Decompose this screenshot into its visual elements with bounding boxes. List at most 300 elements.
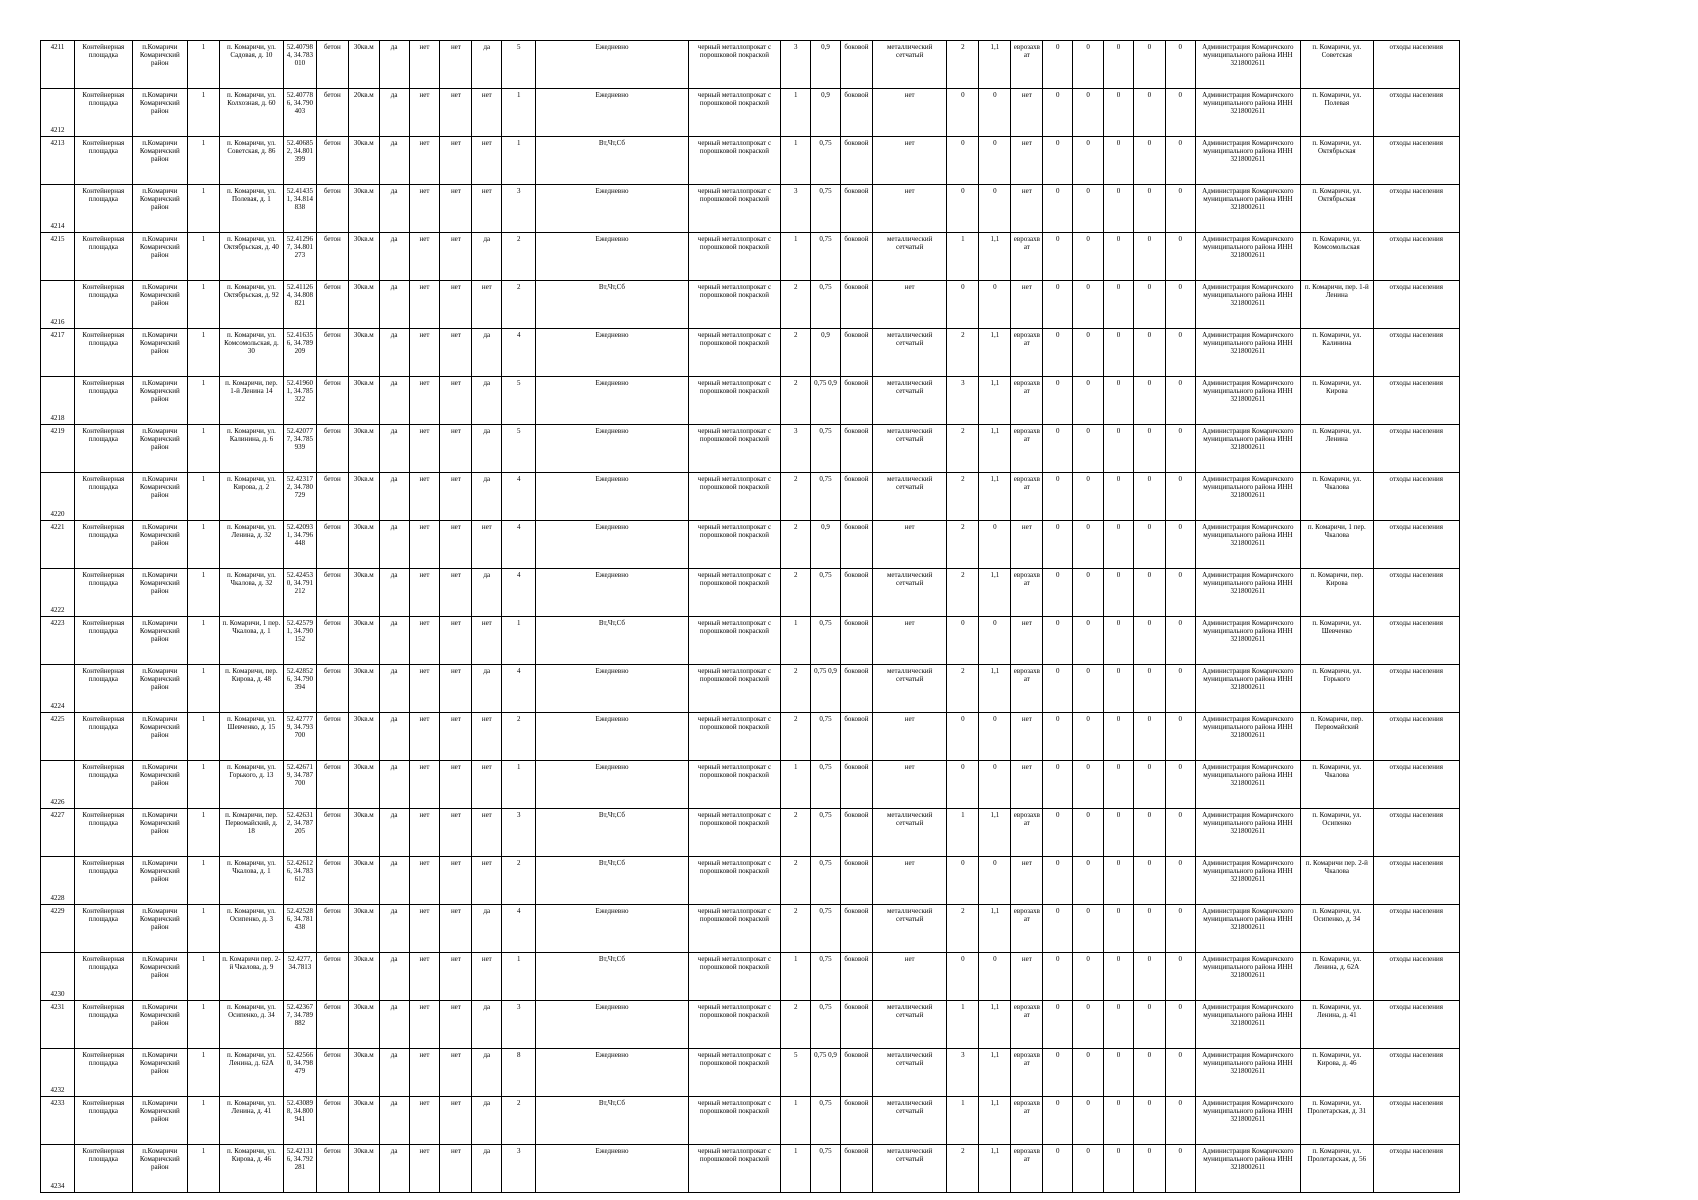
fence-cell: да [379,1145,409,1193]
container-material-cell: черный металлопрокат с порошковой покраской [688,1049,781,1097]
site-id-cell: 4219 [41,425,75,473]
extra-4-cell: 0 [1133,185,1165,233]
extra-3-cell: 0 [1104,1049,1134,1097]
site-id-cell: 4229 [41,905,75,953]
locality-cell: п.Комаричи Комаричский район [132,89,187,137]
waste-type-cell: отходы населения [1373,809,1459,857]
container-total-cell: 2 [502,233,536,281]
loading-type-cell: боковой [840,905,872,953]
table-row [41,1049,1460,1097]
locality-cell: п.Комаричи Комаричский район [132,41,187,89]
surface-cell: бетон [316,1049,348,1097]
extra-5-cell: 0 [1165,1001,1195,1049]
site-id-cell: 4212 [41,89,75,137]
surface-cell: бетон [316,1001,348,1049]
site-count-cell: 1 [187,1097,219,1145]
extra-1-cell: 0 [1043,1001,1073,1049]
container-total-cell: 2 [502,713,536,761]
bunker-count-cell: 2 [947,329,979,377]
fence-flag-cell: нет [472,617,502,665]
extra-1-cell: 0 [1043,809,1073,857]
site-type-cell: Контейнерная площадка [75,41,133,89]
bunker-type-cell: нет [872,281,947,329]
waste-type-cell: отходы населения [1373,1097,1459,1145]
site-type-cell: Контейнерная площадка [75,1001,133,1049]
loading-type-cell: боковой [840,425,872,473]
area-cell: 30кв.м [348,857,379,905]
shed-cell: нет [409,41,440,89]
table-row [41,1097,1460,1145]
bunker-count-cell: 1 [947,1097,979,1145]
schedule-cell: Вт,Чт,Сб [536,617,688,665]
bunker-volume-cell: 1,1 [979,569,1011,617]
container-count-cell: 2 [781,857,811,905]
coordinates-cell: 52.419601, 34.785322 [283,377,316,425]
bunker-count-cell: 0 [947,281,979,329]
extra-4-cell: 0 [1133,1145,1165,1193]
surface-cell: бетон [316,1145,348,1193]
container-total-cell: 1 [502,761,536,809]
site-count-cell: 1 [187,1001,219,1049]
site-count-cell: 1 [187,1145,219,1193]
extra-4-cell: 0 [1133,761,1165,809]
extra-1-cell: 0 [1043,1049,1073,1097]
bunker-volume-cell: 0 [979,857,1011,905]
container-total-cell: 1 [502,89,536,137]
waste-type-cell: отходы населения [1373,473,1459,521]
fence-cell: да [379,857,409,905]
extra-1-cell: 0 [1043,281,1073,329]
bunker-count-cell: 0 [947,761,979,809]
canopy-cell: нет [440,89,472,137]
waste-source-cell: п. Комаричи, пер. 1-й Ленина [1301,281,1373,329]
extra-2-cell: 0 [1073,89,1104,137]
address-cell: п. Комаричи, ул. Колхозная, д. 60 [219,89,283,137]
extra-2-cell: 0 [1073,329,1104,377]
extra-1-cell: 0 [1043,521,1073,569]
schedule-cell: Вт,Чт,Сб [536,1097,688,1145]
site-type-cell: Контейнерная площадка [75,425,133,473]
fence-flag-cell: да [472,1145,502,1193]
site-id-cell: 4218 [41,377,75,425]
container-volume-cell: 0,75 [811,233,841,281]
fence-cell: да [379,809,409,857]
site-type-cell: Контейнерная площадка [75,665,133,713]
locality-cell: п.Комаричи Комаричский район [132,857,187,905]
extra-1-cell: 0 [1043,1097,1073,1145]
loading-type-cell: боковой [840,233,872,281]
container-material-cell: черный металлопрокат с порошковой покраской [688,1145,781,1193]
table-row [41,89,1460,137]
extra-5-cell: 0 [1165,329,1195,377]
extra-2-cell: 0 [1073,761,1104,809]
schedule-cell: Вт,Чт,Сб [536,857,688,905]
grip-type-cell: еврозахват [1011,1097,1043,1145]
fence-flag-cell: да [472,1049,502,1097]
container-total-cell: 3 [502,1001,536,1049]
grip-type-cell: еврозахват [1011,233,1043,281]
extra-1-cell: 0 [1043,569,1073,617]
extra-3-cell: 0 [1104,1001,1134,1049]
container-total-cell: 4 [502,665,536,713]
loading-type-cell: боковой [840,137,872,185]
grip-type-cell: нет [1011,137,1043,185]
org-cell: Администрация Комаричского муниципального района ИНН 3218002611 [1195,41,1300,89]
waste-type-cell: отходы населения [1373,425,1459,473]
loading-type-cell: боковой [840,185,872,233]
shed-cell: нет [409,761,440,809]
grip-type-cell: нет [1011,713,1043,761]
bunker-type-cell: металлический сетчатый [872,233,947,281]
site-id-cell: 4222 [41,569,75,617]
container-count-cell: 2 [781,329,811,377]
extra-5-cell: 0 [1165,1145,1195,1193]
canopy-cell: нет [440,425,472,473]
container-material-cell: черный металлопрокат с порошковой покраской [688,329,781,377]
schedule-cell: Ежедневно [536,425,688,473]
container-total-cell: 8 [502,1049,536,1097]
bunker-type-cell: металлический сетчатый [872,329,947,377]
extra-4-cell: 0 [1133,233,1165,281]
fence-flag-cell: нет [472,521,502,569]
coordinates-cell: 52.414351, 34.814838 [283,185,316,233]
extra-3-cell: 0 [1104,617,1134,665]
bunker-volume-cell: 1,1 [979,905,1011,953]
container-volume-cell: 0,75 [811,281,841,329]
waste-type-cell: отходы населения [1373,233,1459,281]
extra-3-cell: 0 [1104,1145,1134,1193]
locality-cell: п.Комаричи Комаричский район [132,809,187,857]
fence-cell: да [379,281,409,329]
area-cell: 30кв.м [348,329,379,377]
container-volume-cell: 0,75 [811,713,841,761]
bunker-count-cell: 2 [947,521,979,569]
extra-5-cell: 0 [1165,377,1195,425]
fence-flag-cell: да [472,905,502,953]
extra-4-cell: 0 [1133,41,1165,89]
bunker-volume-cell: 1,1 [979,233,1011,281]
extra-1-cell: 0 [1043,137,1073,185]
container-material-cell: черный металлопрокат с порошковой покраской [688,1001,781,1049]
canopy-cell: нет [440,1097,472,1145]
extra-2-cell: 0 [1073,857,1104,905]
waste-type-cell: отходы населения [1373,89,1459,137]
waste-source-cell: п. Комаричи, ул. Кирова [1301,377,1373,425]
loading-type-cell: боковой [840,1145,872,1193]
extra-2-cell: 0 [1073,281,1104,329]
coordinates-cell: 52.421316, 34.792281 [283,1145,316,1193]
container-volume-cell: 0,75 [811,569,841,617]
schedule-cell: Ежедневно [536,905,688,953]
locality-cell: п.Комаричи Комаричский район [132,281,187,329]
canopy-cell: нет [440,137,472,185]
table-row [41,521,1460,569]
waste-type-cell: отходы населения [1373,41,1459,89]
waste-source-cell: п. Комаричи, ул. Горького [1301,665,1373,713]
coordinates-cell: 52.425791, 34.790152 [283,617,316,665]
org-cell: Администрация Комаричского муниципального района ИНН 3218002611 [1195,521,1300,569]
schedule-cell: Вт,Чт,Сб [536,809,688,857]
extra-2-cell: 0 [1073,377,1104,425]
bunker-volume-cell: 0 [979,953,1011,1001]
fence-flag-cell: да [472,473,502,521]
fence-cell: да [379,1049,409,1097]
fence-flag-cell: нет [472,953,502,1001]
canopy-cell: нет [440,1145,472,1193]
bunker-count-cell: 2 [947,905,979,953]
fence-flag-cell: нет [472,137,502,185]
fence-cell: да [379,137,409,185]
org-cell: Администрация Комаричского муниципального района ИНН 3218002611 [1195,713,1300,761]
fence-cell: да [379,41,409,89]
waste-source-cell: п. Комаричи, ул. Шевченко [1301,617,1373,665]
extra-4-cell: 0 [1133,425,1165,473]
schedule-cell: Ежедневно [536,41,688,89]
waste-type-cell: отходы населения [1373,281,1459,329]
extra-1-cell: 0 [1043,665,1073,713]
container-volume-cell: 0,75 [811,1145,841,1193]
fence-flag-cell: нет [472,857,502,905]
site-count-cell: 1 [187,41,219,89]
bunker-count-cell: 2 [947,1145,979,1193]
container-material-cell: черный металлопрокат с порошковой покраской [688,905,781,953]
address-cell: п. Комаричи, ул. Горького, д. 13 [219,761,283,809]
container-total-cell: 4 [502,521,536,569]
site-id-cell: 4227 [41,809,75,857]
extra-5-cell: 0 [1165,857,1195,905]
address-cell: п. Комаричи, ул. Чкалова, д. 1 [219,857,283,905]
table-row [41,713,1460,761]
waste-type-cell: отходы населения [1373,665,1459,713]
shed-cell: нет [409,569,440,617]
container-volume-cell: 0,75 [811,617,841,665]
locality-cell: п.Комаричи Комаричский район [132,761,187,809]
bunker-count-cell: 2 [947,569,979,617]
container-count-cell: 1 [781,953,811,1001]
loading-type-cell: боковой [840,281,872,329]
extra-2-cell: 0 [1073,1145,1104,1193]
extra-5-cell: 0 [1165,89,1195,137]
extra-5-cell: 0 [1165,41,1195,89]
site-type-cell: Контейнерная площадка [75,905,133,953]
waste-type-cell: отходы населения [1373,761,1459,809]
schedule-cell: Ежедневно [536,665,688,713]
area-cell: 30кв.м [348,233,379,281]
waste-source-cell: п. Комаричи, ул. Комсомольская [1301,233,1373,281]
fence-cell: да [379,617,409,665]
extra-3-cell: 0 [1104,329,1134,377]
site-id-cell: 4230 [41,953,75,1001]
site-type-cell: Контейнерная площадка [75,137,133,185]
org-cell: Администрация Комаричского муниципального района ИНН 3218002611 [1195,233,1300,281]
bunker-volume-cell: 0 [979,281,1011,329]
registry-sheet [40,40,1460,1193]
address-cell: п. Комаричи, ул. Чкалова, д. 32 [219,569,283,617]
shed-cell: нет [409,905,440,953]
container-material-cell: черный металлопрокат с порошковой покраской [688,137,781,185]
bunker-volume-cell: 0 [979,617,1011,665]
bunker-count-cell: 0 [947,185,979,233]
shed-cell: нет [409,377,440,425]
coordinates-cell: 52.428526, 34.790394 [283,665,316,713]
bunker-volume-cell: 1,1 [979,41,1011,89]
extra-2-cell: 0 [1073,473,1104,521]
site-type-cell: Контейнерная площадка [75,569,133,617]
waste-source-cell: п. Комаричи, ул. Ленина [1301,425,1373,473]
container-volume-cell: 0,9 [811,521,841,569]
extra-1-cell: 0 [1043,905,1073,953]
bunker-count-cell: 3 [947,1049,979,1097]
table-row [41,233,1460,281]
bunker-type-cell: нет [872,137,947,185]
waste-type-cell: отходы населения [1373,521,1459,569]
extra-5-cell: 0 [1165,233,1195,281]
extra-1-cell: 0 [1043,41,1073,89]
container-count-cell: 2 [781,905,811,953]
extra-3-cell: 0 [1104,953,1134,1001]
fence-flag-cell: нет [472,809,502,857]
site-count-cell: 1 [187,281,219,329]
container-material-cell: черный металлопрокат с порошковой покраской [688,473,781,521]
container-count-cell: 3 [781,185,811,233]
grip-type-cell: нет [1011,953,1043,1001]
extra-5-cell: 0 [1165,761,1195,809]
extra-2-cell: 0 [1073,425,1104,473]
shed-cell: нет [409,809,440,857]
area-cell: 30кв.м [348,137,379,185]
area-cell: 30кв.м [348,41,379,89]
extra-2-cell: 0 [1073,953,1104,1001]
site-count-cell: 1 [187,329,219,377]
waste-type-cell: отходы населения [1373,377,1459,425]
grip-type-cell: еврозахват [1011,569,1043,617]
fence-flag-cell: да [472,233,502,281]
container-material-cell: черный металлопрокат с порошковой покраской [688,761,781,809]
container-volume-cell: 0,9 [811,41,841,89]
bunker-count-cell: 2 [947,473,979,521]
table-row [41,569,1460,617]
site-id-cell: 4224 [41,665,75,713]
extra-5-cell: 0 [1165,1097,1195,1145]
loading-type-cell: боковой [840,473,872,521]
extra-2-cell: 0 [1073,41,1104,89]
locality-cell: п.Комаричи Комаричский район [132,137,187,185]
waste-type-cell: отходы населения [1373,713,1459,761]
locality-cell: п.Комаричи Комаричский район [132,905,187,953]
container-material-cell: черный металлопрокат с порошковой покраской [688,89,781,137]
org-cell: Администрация Комаричского муниципального района ИНН 3218002611 [1195,1097,1300,1145]
extra-1-cell: 0 [1043,89,1073,137]
waste-source-cell: п. Комаричи, ул. Осипенко, д. 34 [1301,905,1373,953]
waste-source-cell: п. Комаричи, ул. Калинина [1301,329,1373,377]
canopy-cell: нет [440,473,472,521]
loading-type-cell: боковой [840,41,872,89]
org-cell: Администрация Комаричского муниципального района ИНН 3218002611 [1195,617,1300,665]
container-count-cell: 2 [781,809,811,857]
extra-1-cell: 0 [1043,473,1073,521]
extra-1-cell: 0 [1043,713,1073,761]
container-volume-cell: 0,9 [811,329,841,377]
surface-cell: бетон [316,569,348,617]
container-material-cell: черный металлопрокат с порошковой покраской [688,953,781,1001]
extra-1-cell: 0 [1043,185,1073,233]
waste-source-cell: п. Комаричи, пер. Кирова [1301,569,1373,617]
bunker-volume-cell: 0 [979,137,1011,185]
extra-4-cell: 0 [1133,857,1165,905]
org-cell: Администрация Комаричского муниципального района ИНН 3218002611 [1195,761,1300,809]
bunker-type-cell: металлический сетчатый [872,377,947,425]
org-cell: Администрация Комаричского муниципального района ИНН 3218002611 [1195,569,1300,617]
bunker-count-cell: 2 [947,425,979,473]
schedule-cell: Ежедневно [536,569,688,617]
fence-cell: да [379,233,409,281]
fence-flag-cell: да [472,425,502,473]
area-cell: 30кв.м [348,521,379,569]
surface-cell: бетон [316,473,348,521]
container-count-cell: 2 [781,1001,811,1049]
container-count-cell: 1 [781,1145,811,1193]
locality-cell: п.Комаричи Комаричский район [132,185,187,233]
bunker-count-cell: 1 [947,1001,979,1049]
coordinates-cell: 52.423172, 34.780729 [283,473,316,521]
schedule-cell: Ежедневно [536,1049,688,1097]
org-cell: Администрация Комаричского муниципального района ИНН 3218002611 [1195,953,1300,1001]
waste-type-cell: отходы населения [1373,617,1459,665]
site-count-cell: 1 [187,89,219,137]
extra-4-cell: 0 [1133,1001,1165,1049]
area-cell: 30кв.м [348,1001,379,1049]
address-cell: п. Комаричи, ул. Шевченко, д. 15 [219,713,283,761]
waste-type-cell: отходы населения [1373,1001,1459,1049]
schedule-cell: Ежедневно [536,185,688,233]
extra-2-cell: 0 [1073,521,1104,569]
org-cell: Администрация Комаричского муниципального района ИНН 3218002611 [1195,185,1300,233]
locality-cell: п.Комаричи Комаричский район [132,1097,187,1145]
container-material-cell: черный металлопрокат с порошковой покраской [688,617,781,665]
extra-3-cell: 0 [1104,233,1134,281]
surface-cell: бетон [316,713,348,761]
bunker-volume-cell: 1,1 [979,329,1011,377]
container-total-cell: 4 [502,569,536,617]
locality-cell: п.Комаричи Комаричский район [132,569,187,617]
extra-1-cell: 0 [1043,857,1073,905]
container-material-cell: черный металлопрокат с порошковой покраской [688,1097,781,1145]
surface-cell: бетон [316,809,348,857]
site-id-cell: 4231 [41,1001,75,1049]
table-row [41,329,1460,377]
coordinates-cell: 52.425660, 34.798479 [283,1049,316,1097]
extra-3-cell: 0 [1104,761,1134,809]
org-cell: Администрация Комаричского муниципального района ИНН 3218002611 [1195,1049,1300,1097]
extra-1-cell: 0 [1043,377,1073,425]
grip-type-cell: нет [1011,281,1043,329]
extra-4-cell: 0 [1133,329,1165,377]
canopy-cell: нет [440,617,472,665]
locality-cell: п.Комаричи Комаричский район [132,953,187,1001]
extra-3-cell: 0 [1104,809,1134,857]
locality-cell: п.Комаричи Комаричский район [132,329,187,377]
bunker-volume-cell: 0 [979,713,1011,761]
waste-source-cell: п. Комаричи, ул. Октябрьская [1301,137,1373,185]
site-type-cell: Контейнерная площадка [75,89,133,137]
site-id-cell: 4215 [41,233,75,281]
org-cell: Администрация Комаричского муниципального района ИНН 3218002611 [1195,89,1300,137]
container-count-cell: 2 [781,521,811,569]
extra-4-cell: 0 [1133,713,1165,761]
bunker-count-cell: 1 [947,233,979,281]
shed-cell: нет [409,233,440,281]
table-row [41,425,1460,473]
